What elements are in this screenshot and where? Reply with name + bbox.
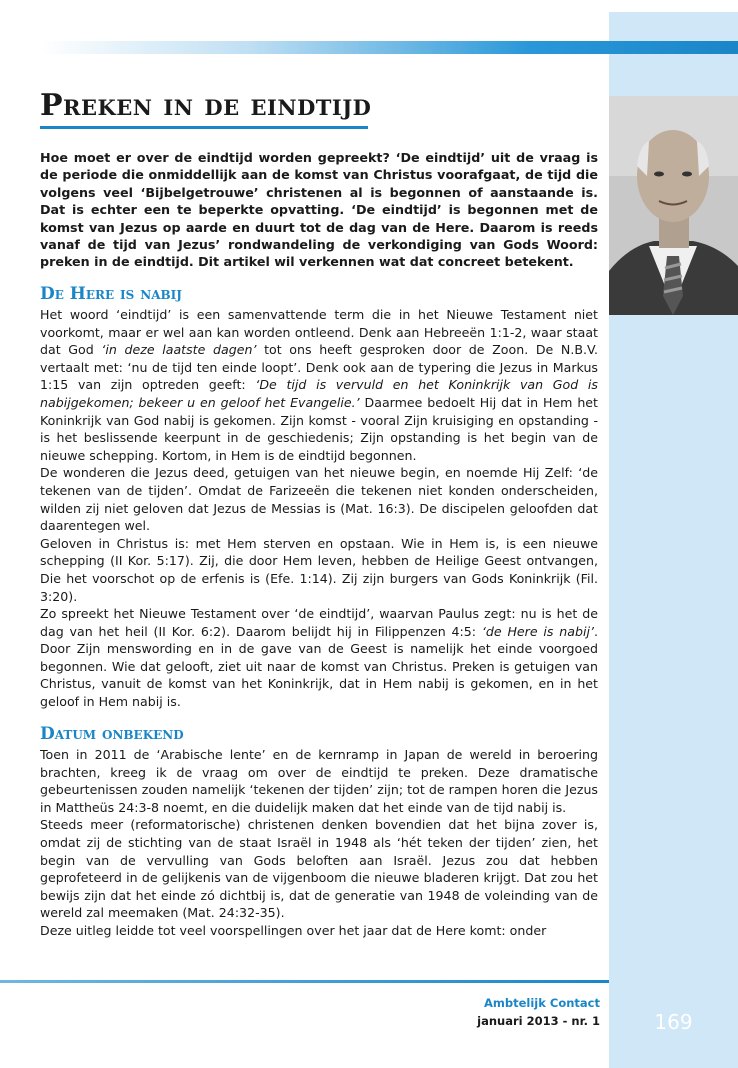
paragraph: De wonderen die Jezus deed, getuigen van het nieuwe begin, en noemde Hij Zelf: ‘de tekenen van de tijden’. Omdat de Farizeeën die tekenen niet konden onderscheiden, wilden zij niet geloven dat Jezus de Messias is (Mat. 16:3). De discipelen geloofden dat daarentegen wel. [40,465,598,534]
section-heading-datum-onbekend: Datum onbekend [40,724,184,744]
journal-name: Ambtelijk Contact [484,996,600,1010]
header-gradient-bar [40,41,738,54]
section-body-1 [40,306,598,711]
section-heading-de-here-is-nabij: De Here is nabij [40,284,182,304]
page-number: 169 [654,1010,693,1034]
paragraph: Het woord ‘eindtijd’ is een samenvattende term die in het Nieuwe Testament niet voorkomt, maar er wel aan kan worden ontleend. Denk aan Hebreeën 1:1-2, waar staat dat God ‘in deze laatste dagen’ tot ons heeft gesproken door de Zoon. De N.B.V. vertaalt met: ‘nu de tijd ten einde loopt’. Denk ook aan de typering die Jezus in Markus 1:15 van zijn optreden geeft: ‘De tijd is vervuld en het Koninkrijk van God is nabijgekomen; bekeer u en geloof het Evangelie.’ Daarmee bedoelt Hij dat in Hem het Koninkrijk van God nabij is gekomen. Zijn komst - vooral Zijn kruisiging en opstanding - is het beslissende keerpunt in de geschiedenis; Zijn opstanding is het begin van de nieuwe schepping. Kortom, in Hem is de eindtijd begonnen. [40,307,598,463]
paragraph: Geloven in Christus is: met Hem sterven en opstaan. Wie in Hem is, is een nieuwe schepping (II Kor. 5:17). Zij, die door Hem leven, hebben de Heilige Geest ontvangen, Die het voorschot op de erfenis is (Efe. 1:14). Zij zijn burgers van Gods Koninkrijk (Fil. 3:20). [40,535,598,604]
article-title: Preken in de eindtijd [40,88,372,123]
issue-label: januari 2013 - nr. 1 [477,1014,600,1028]
paragraph: Zo spreekt het Nieuwe Testament over ‘de eindtijd’, waarvan Paulus zegt: nu is het de dag van het heil (II Kor. 6:2). Daarom belijdt hij in Filippenzen 4:5: ‘de Here is nabij’. Door Zijn menswording en in de gave van de Geest is namelijk het einde voorgoed begonnen. Wie dat gelooft, ziet uit naar de komst van Christus. Preken is getuigen van Christus, vanuit de komst van het Koninkrijk, dat in Hem nabij is gekomen, en in het geloof in Hem nabij is. [40,606,599,710]
article-intro: Hoe moet er over de eindtijd worden gepreekt? ‘De eindtijd’ uit de vraag is de periode die onmiddellijk aan de komst van Christus voorafgaat, de tijd die volgens veel ‘Bijbelgetrouwe’ christenen al is begonnen of aanstaande is. Dat is echter een te beperkte opvatting. ‘De eindtijd’ is begonnen met de komst van Jezus op aarde en duurt tot de dag van de Here. Daarom is reeds vanaf de tijd van Jezus’ rondwandeling de verkondiging van Gods Woord: preken in de eindtijd. Dit artikel wil verkennen wat dat concreet betekent. [40,150,598,270]
section-body-2 [40,746,598,940]
author-photo [609,96,738,315]
title-underline [40,126,368,129]
paragraph: Toen in 2011 de ‘Arabische lente’ en de kernramp in Japan de wereld in beroering brachten, kreeg ik de vraag om over de eindtijd te preken. Deze dramatische gebeurtenissen zouden namelijk ‘tekenen der tijden’ zijn; tot de rampen horen die Jezus in Mattheüs 24:3-8 noemt, en die duidelijk maken dat het einde van de tijd nabij is. [40,747,598,815]
footer-rule [0,980,609,983]
paragraph: Deze uitleg leidde tot veel voorspellingen over het jaar dat de Here komt: onder [40,922,547,938]
paragraph: Steeds meer (reformatorische) christenen denken bovendien dat het bijna zover is, omdat zij de stichting van de staat Israël in 1948 als ‘hét teken der tijden’ zien, het begin van de vervulling van Gods beloften aan Israël. Jezus zou dat hebben geprofeteerd in de gelijkenis van de vijgenboom die nieuwe bladeren krijgt. Dat zou het bewijs zijn dat het einde zó dichtbij is, dat de generatie van 1948 de voleinding van de wereld zal meemaken (Mat. 24:32-35). [40,817,598,921]
